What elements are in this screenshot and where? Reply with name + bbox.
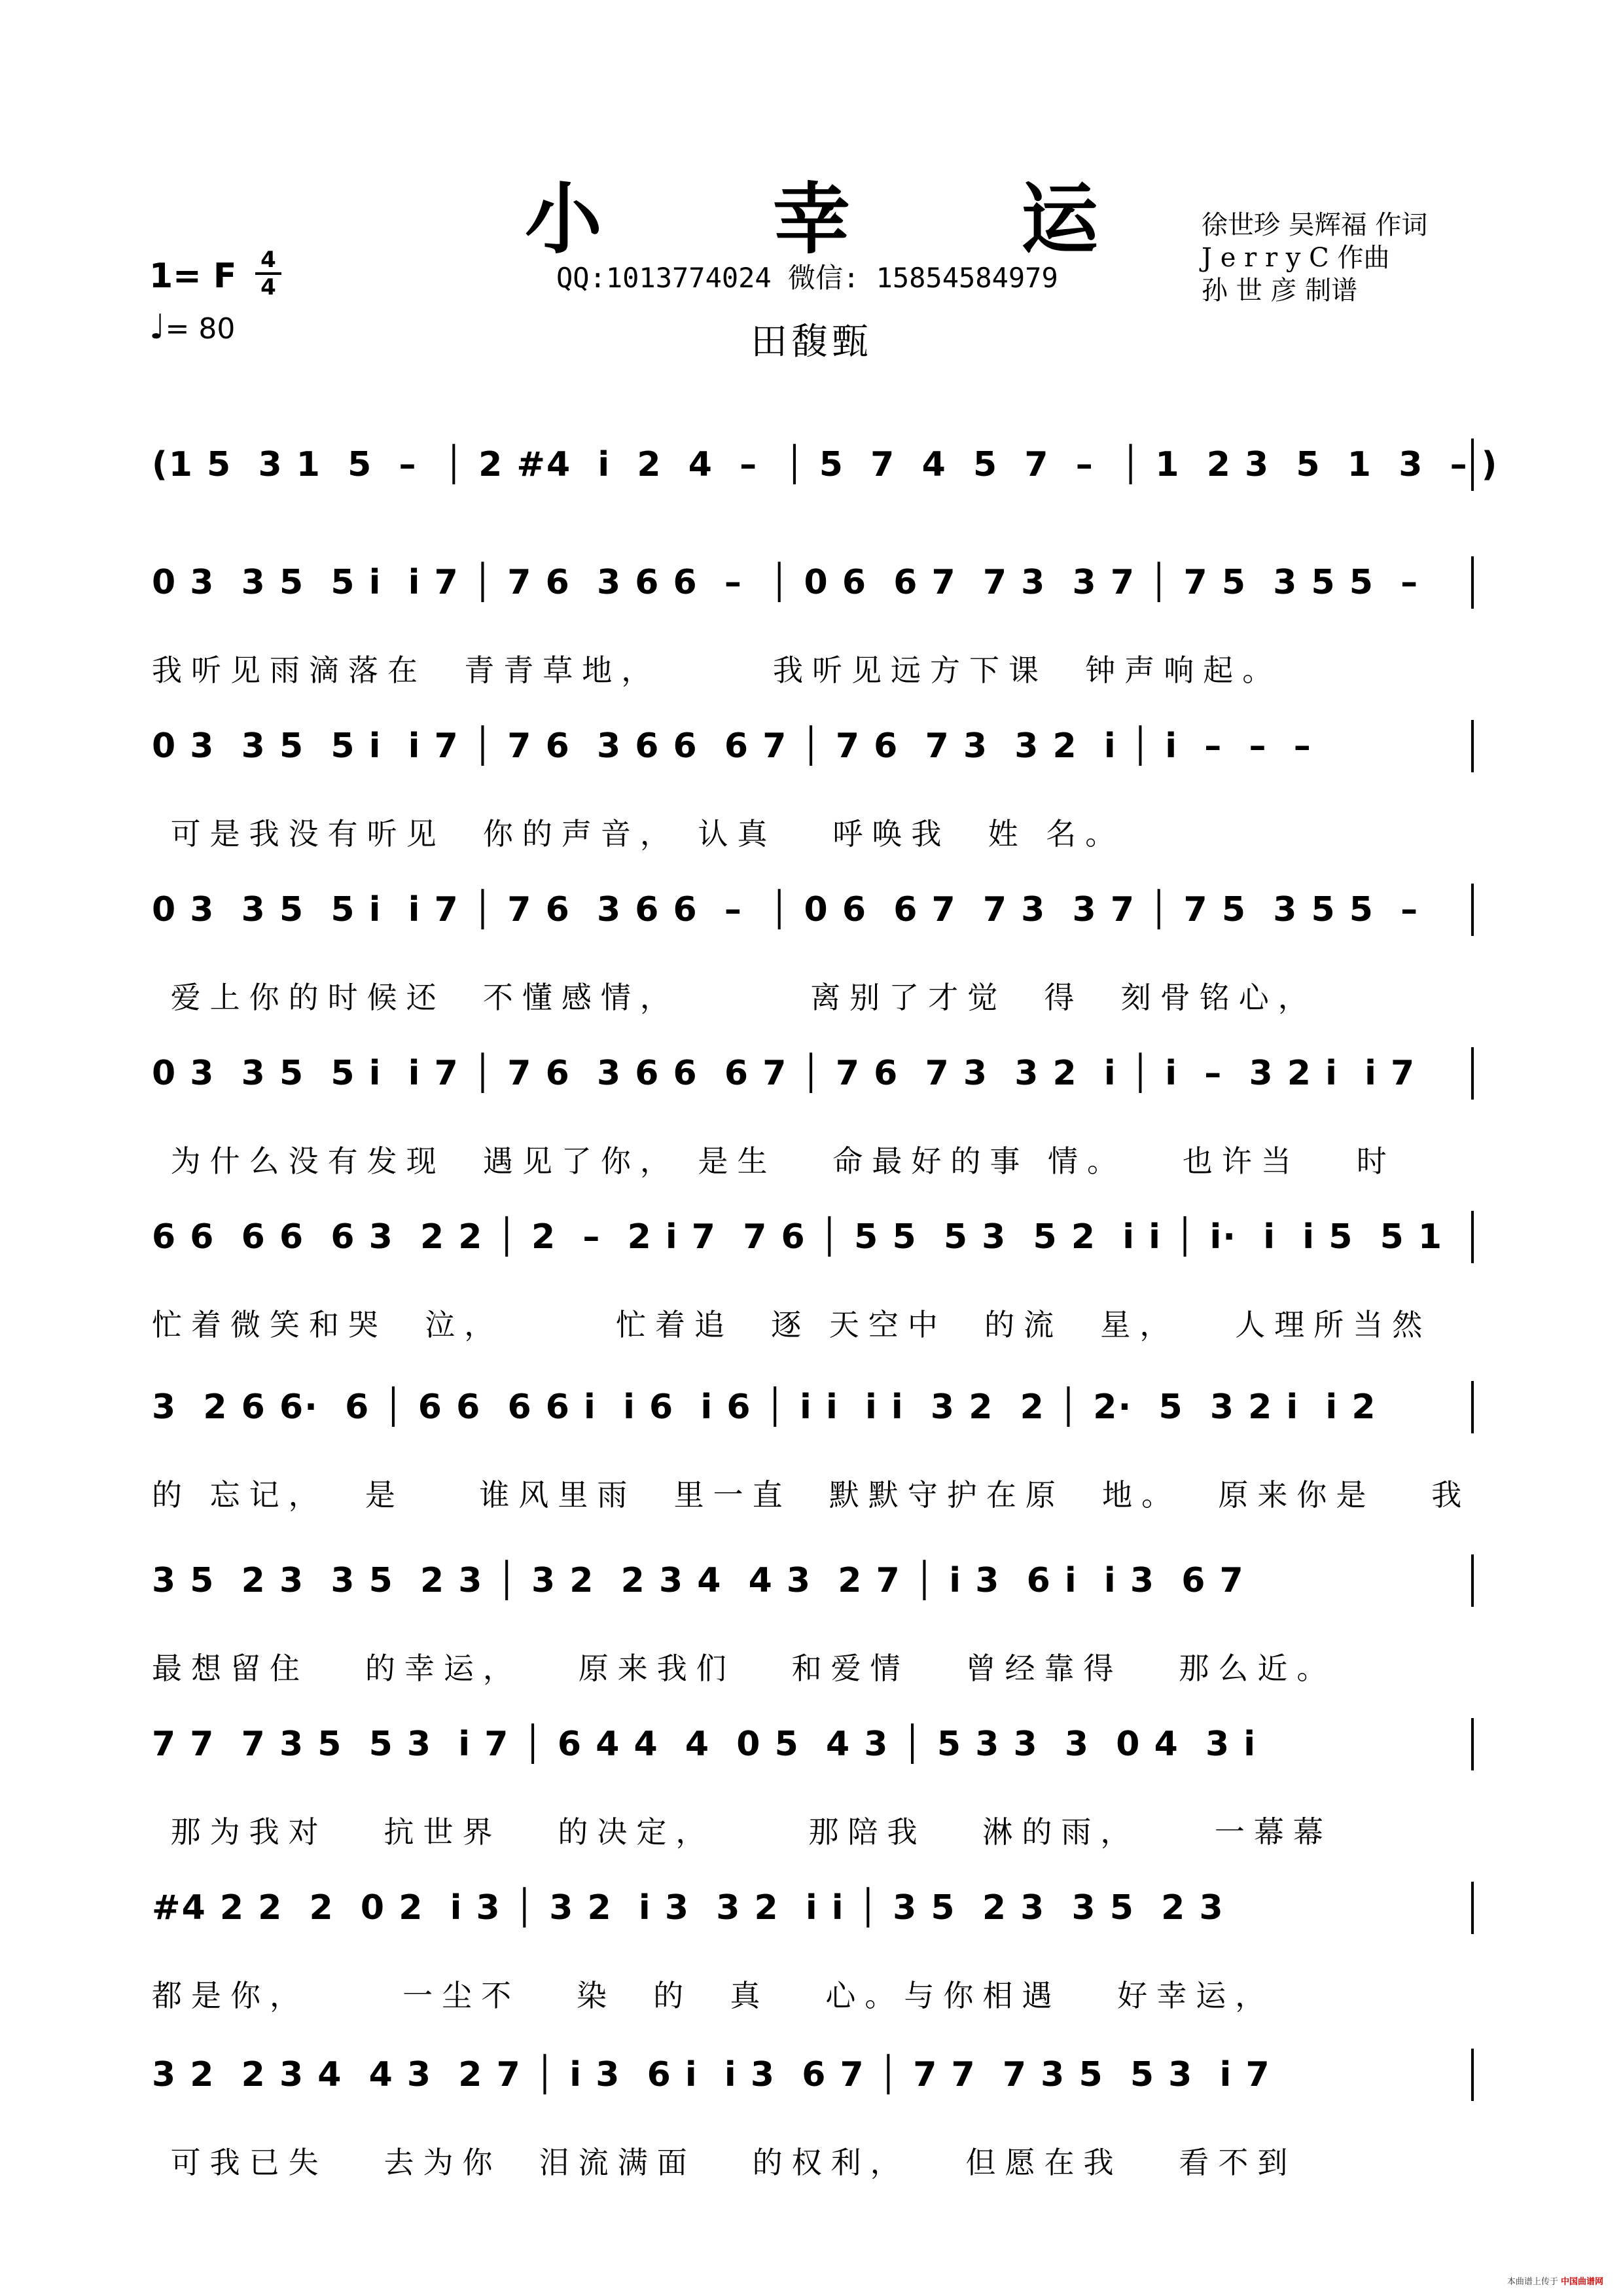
notation-row: #4 2 2 2 0 2 i 3 │ 3 2 i 3 3 2 i i │ 3 5 2 3 3 5 2 3 xyxy=(152,1888,1224,1928)
notation-row: (1 5 3 1 5 – │ 2 #4 i 2 4 – │ 5 7 4 5 7 – │ 1 2 3 5 1 3 – ) xyxy=(152,445,1499,484)
notation-row: 7 7 7 3 5 5 3 i 7 │ 6 4 4 4 0 5 4 3 │ 5 3 3 3 0 4 3 i xyxy=(152,1725,1257,1764)
notation-row: 3 5 2 3 3 5 2 3 │ 3 2 2 3 4 4 3 2 7 │ i 3 6 i i 3 6 7 xyxy=(152,1561,1245,1600)
notation-row: 6 6 6 6 6 3 2 2 │ 2 – 2 i 7 7 6 │ 5 5 5 3 5 2 i i │ i· i i 5 5 1 xyxy=(152,1217,1444,1257)
lyricist-credit: 徐世珍 吴辉福 作词 xyxy=(1202,210,1428,240)
score-line xyxy=(152,563,1474,694)
lyrics-row: 可是我没有听见 你的声音， 认真 呼唤我 姓 名。 xyxy=(152,816,1125,852)
notation-row: 0 3 3 5 5 i i 7 │ 7 6 3 6 6 6 7 │ 7 6 7 3 3 2 i │ i – – – xyxy=(152,726,1312,766)
time-signature xyxy=(255,249,281,298)
lyrics-row: 都是你， 一尘不 染 的 真 心。与你相遇 好幸运， xyxy=(152,1978,1275,2013)
notation-row: 0 3 3 5 5 i i 7 │ 7 6 3 6 6 – │ 0 6 6 7 7 3 3 7 │ 7 5 3 5 5 – xyxy=(152,563,1419,602)
score-line xyxy=(152,1561,1474,1692)
final-barline xyxy=(1471,2049,1474,2101)
score-line xyxy=(152,1725,1474,1856)
final-barline xyxy=(1471,1882,1474,1934)
final-barline xyxy=(1471,556,1474,609)
score-line xyxy=(152,726,1474,857)
final-barline xyxy=(1471,1047,1474,1100)
tempo-value: = 80 xyxy=(165,312,236,346)
final-barline xyxy=(1471,1554,1474,1607)
score-line xyxy=(152,890,1474,1021)
key-signature: 1= F xyxy=(149,257,237,296)
time-signature-top: 4 xyxy=(260,247,276,273)
score-line xyxy=(152,445,1499,576)
time-signature-bottom: 4 xyxy=(260,274,276,300)
score-line xyxy=(152,1217,1474,1348)
final-barline xyxy=(1471,439,1474,491)
lyrics-row: 可我已失 去为你 泪流满面 的权利， 但愿在我 看不到 xyxy=(152,2145,1297,2180)
final-barline xyxy=(1471,1718,1474,1770)
final-barline xyxy=(1471,1211,1474,1263)
notation-row: 0 3 3 5 5 i i 7 │ 7 6 3 6 6 – │ 0 6 6 7 7 3 3 7 │ 7 5 3 5 5 – xyxy=(152,890,1419,929)
quarter-note-icon: ♩ xyxy=(149,308,166,347)
song-title: 小 幸 运 xyxy=(524,173,1171,264)
singer-name: 田馥甄 xyxy=(751,321,872,363)
score-line xyxy=(152,1388,1474,1518)
final-barline xyxy=(1471,1381,1474,1433)
lyrics-row: 忙着微笑和哭 泣， 忙着追 逐 天空中 的流 星， 人理所当然 xyxy=(152,1307,1432,1342)
lyrics-row: 爱上你的时候还 不懂感情， 离别了才觉 得 刻骨铭心， xyxy=(152,980,1317,1015)
lyrics-row: 我听见雨滴落在 青青草地， 我听见远方下课 钟声响起。 xyxy=(152,653,1282,688)
contact-info: QQ:1013774024 微信: 15854584979 xyxy=(556,262,1058,294)
footer-brand: 中国曲谱网 xyxy=(1560,2277,1603,2287)
tempo-marking xyxy=(149,308,235,347)
footer-watermark xyxy=(1507,2274,1603,2287)
final-barline xyxy=(1471,720,1474,772)
transcriber-credit: 孙 世 彦 制谱 xyxy=(1202,276,1358,306)
lyrics-row: 的 忘记， 是 谁风里雨 里一直 默默守护在原 地。 原来你是 我 xyxy=(152,1477,1471,1513)
final-barline xyxy=(1471,884,1474,936)
notation-row: 3 2 2 3 4 4 3 2 7 │ i 3 6 i i 3 6 7 │ 7 7 7 3 5 5 3 i 7 xyxy=(152,2055,1271,2094)
score-line xyxy=(152,2055,1474,2186)
score-line xyxy=(152,1054,1474,1185)
lyrics-row: 最想留住 的幸运， 原来我们 和爱情 曾经靠得 那么近。 xyxy=(152,1651,1336,1686)
footer-text: 本曲谱上传于 xyxy=(1507,2277,1558,2287)
lyrics-row: 为什么没有发现 遇见了你， 是生 命最好的事 情。 也许当 时 xyxy=(152,1143,1396,1179)
lyrics-row: 那为我对 抗世界 的决定， 那陪我 淋的雨， 一幕幕 xyxy=(152,1814,1332,1850)
composer-credit: J e r r y C 作曲 xyxy=(1202,243,1390,273)
score-line xyxy=(152,1888,1474,2019)
notation-row: 3 2 6 6· 6 │ 6 6 6 6 i i 6 i 6 │ i i i i 3 2 2 │ 2· 5 3 2 i i 2 xyxy=(152,1388,1377,1427)
notation-row: 0 3 3 5 5 i i 7 │ 7 6 3 6 6 6 7 │ 7 6 7 3 3 2 i │ i – 3 2 i i 7 xyxy=(152,1054,1416,1093)
